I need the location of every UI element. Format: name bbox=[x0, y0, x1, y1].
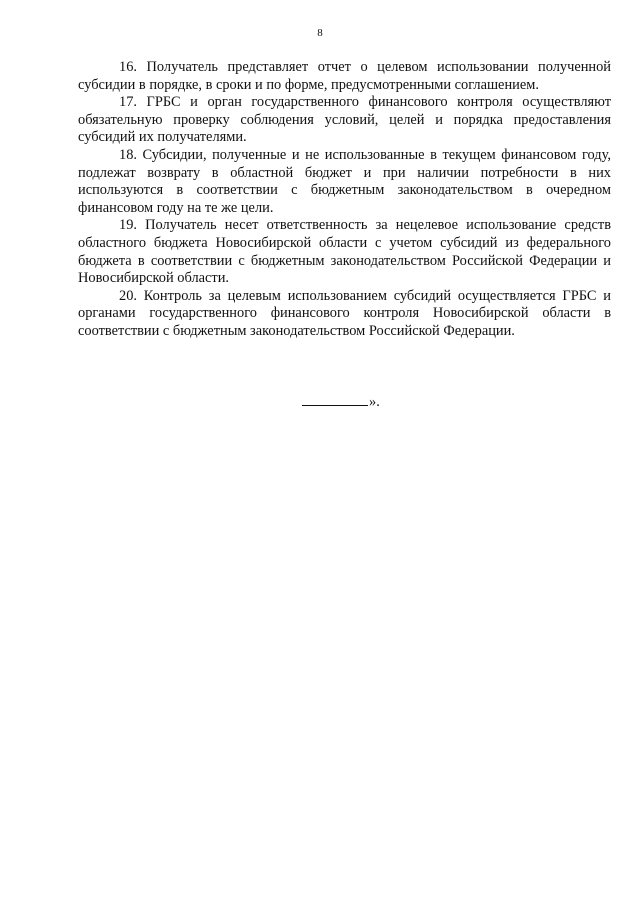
paragraph-18: 18. Субсидии, полученные и не использованные в текущем финансовом году, подлежат возврату в областной бюджет и при наличии потребности в них используются в соответствии с бюджетным законодательством в очередном финансовом году на те же цели. bbox=[78, 146, 611, 216]
page-number: 8 bbox=[317, 27, 323, 39]
paragraph-20: 20. Контроль за целевым использованием субсидий осуществляется ГРБС и органами государственного финансового контроля Новосибирской области в соответствии с бюджетным законодательством Российской Федерации. bbox=[78, 287, 611, 339]
paragraph-19: 19. Получатель несет ответственность за нецелевое использование средств областного бюджета Новосибирской области с учетом субсидий из федерального бюджета в соответствии с бюджетным законодательством Российской Федерации и Новосибирской области. bbox=[78, 217, 611, 287]
paragraph-16: 16. Получатель представляет отчет о целевом использовании полученной субсидии в порядке, в сроки и по форме, предусмотренными соглашением. bbox=[78, 59, 611, 93]
paragraph-17: 17. ГРБС и орган государственного финансового контроля осуществляют обязательную проверку соблюдения условий, целей и порядка предоставления субсидий их получателями. bbox=[78, 94, 611, 146]
document-end-mark bbox=[302, 393, 380, 412]
closing-quote: ». bbox=[369, 394, 380, 410]
document-body bbox=[78, 59, 611, 341]
end-underline bbox=[302, 393, 368, 406]
